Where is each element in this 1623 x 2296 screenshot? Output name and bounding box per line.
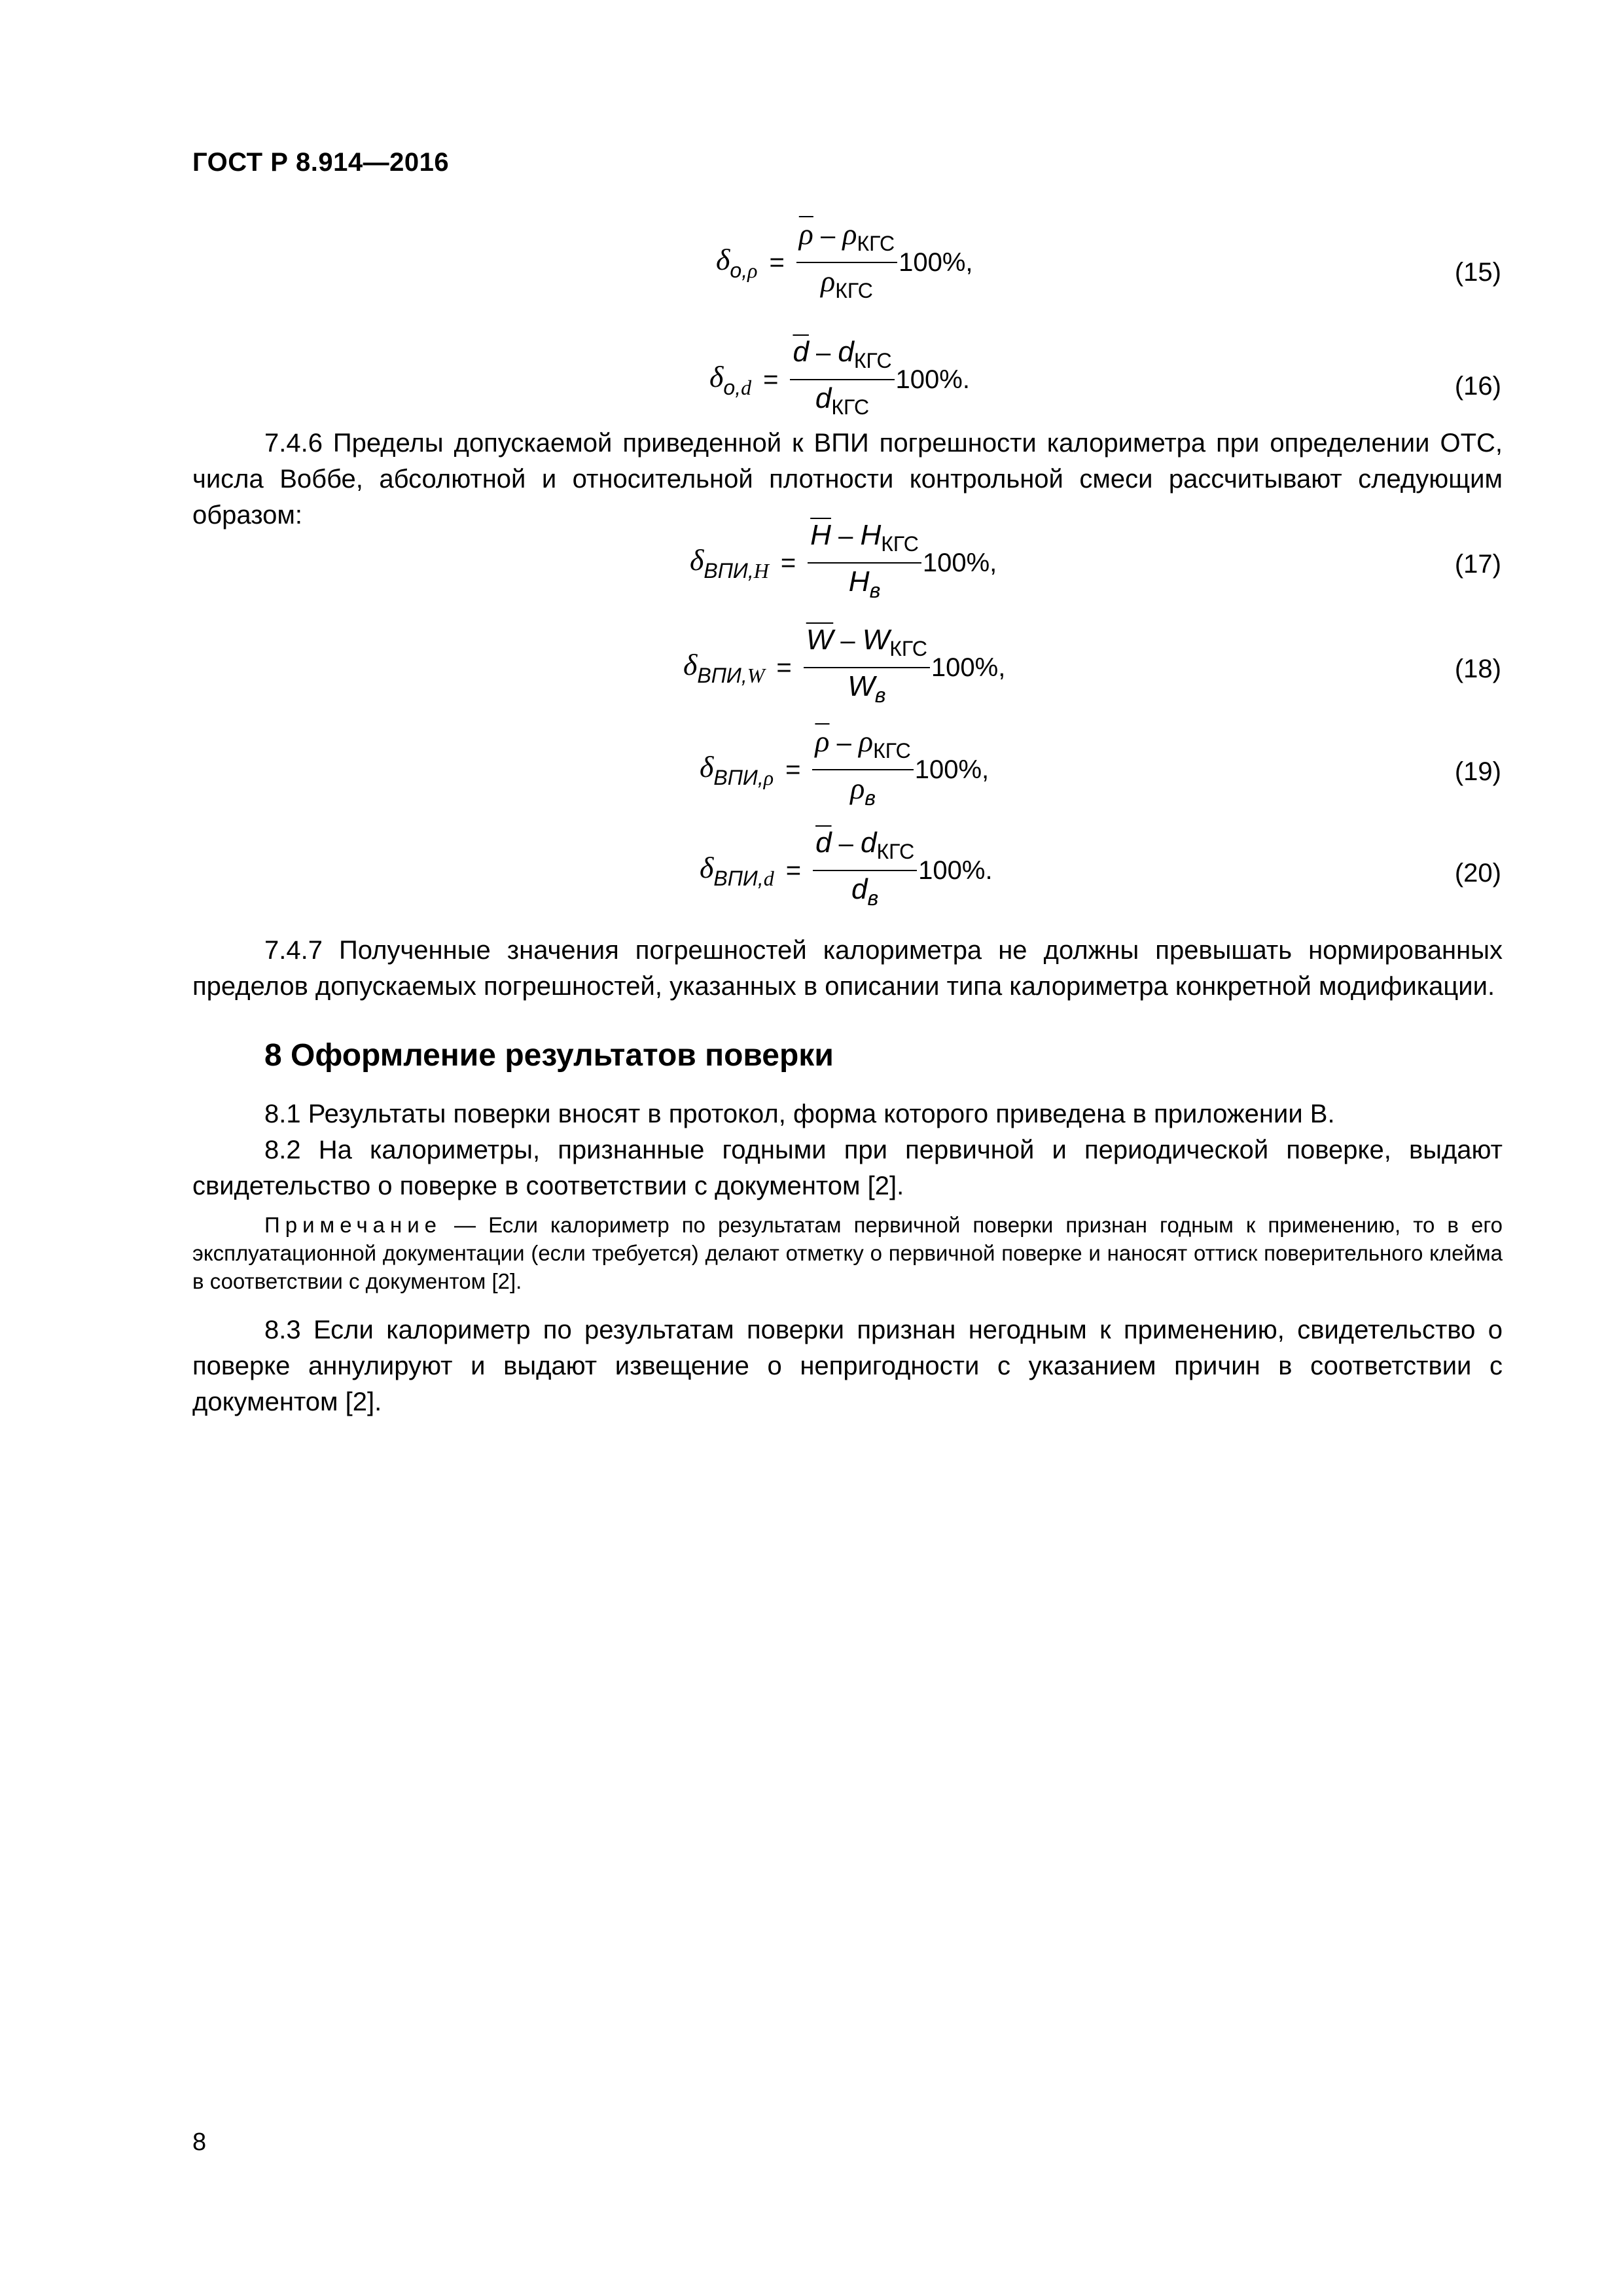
fraction: $\frac{\overline{\rho} - \rho_{КГС}}{\rho_{КГС}}$ [796, 216, 897, 309]
paragraph-8-1: 8.1 Результаты поверки вносят в протокол, форма которого приведена в приложении В. [264, 1100, 1335, 1128]
fraction: $\frac{\overline{H} - H_{КГС}}{H_в}$ [808, 517, 921, 609]
equation-number: (18) [1454, 655, 1501, 683]
fraction: $\frac{\overline{d} - d_{КГС}}{d_{КГС}}$ [790, 334, 894, 425]
paragraph-8-3: 8.3 Если калориметр по результатам поверки признан негодным к применению, свидетельство о поверке аннулируют и выдают извещение о непригодности с указанием причин в соответствии с документом [2]. [192, 1316, 1503, 1416]
equation-number: (17) [1454, 550, 1501, 579]
equation-lhs: $\delta_{о,\rho}$ [716, 243, 758, 282]
fraction: $\frac{\overline{\rho} - \rho_{КГС}}{\rho_в}$ [812, 723, 913, 816]
paragraph-8-2: 8.2 На калориметры, признанные годными при первичной и периодической поверке, выдают свидетельство о поверке в соответствии с документом [2]. [192, 1136, 1503, 1200]
fraction: $\frac{\overline{d} - d_{КГС}}{d_в}$ [813, 825, 917, 916]
equation-number: (15) [1454, 258, 1501, 287]
note-label: Примечание [264, 1213, 442, 1237]
note-text: — Если калориметр по результатам первичной поверки признан годным к применению, то в его эксплуатационной документации (если требуется) делают отметку о первичной поверке и наносят оттиск поверительного клейма в соответствии с документом [2]. [192, 1213, 1503, 1293]
paragraph-7-4-7: 7.4.7 Полученные значения погрешностей калориметра не должны превышать нормированных пределов допускаемых погрешностей, указанных в описании типа калориметра конкретной модификации. [192, 936, 1503, 1001]
fraction: $\frac{\overline{W} - W_{КГС}}{W_в}$ [804, 622, 930, 713]
page-number: 8 [192, 2128, 207, 2156]
section-heading: 8 Оформление результатов поверки [264, 1038, 834, 1073]
note [192, 1211, 1503, 1295]
paragraph-7-4-6: 7.4.6 Пределы допускаемой приведенной к ВПИ погрешности калориметра при определении ОТС, числа Воббе, абсолютной и относительной плотности контрольной смеси рассчитывают следующим образом: [192, 429, 1503, 529]
equation-number: (16) [1454, 372, 1501, 401]
equation-number: (20) [1454, 859, 1501, 888]
document-header: ГОСТ Р 8.914—2016 [192, 148, 450, 177]
equation-number: (19) [1454, 757, 1501, 786]
